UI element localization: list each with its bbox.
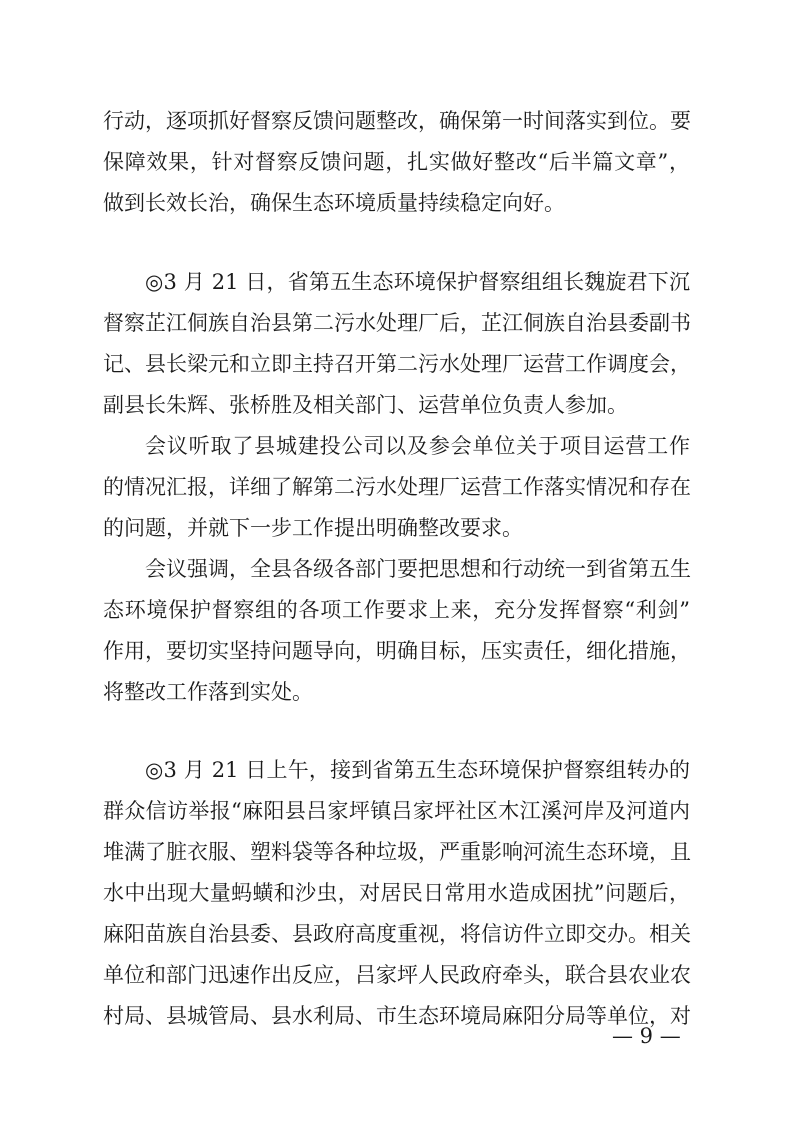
text-line: 会议听取了县城建投公司以及参会单位关于项目运营工作 — [145, 434, 690, 458]
text-line: 做到长效长治，确保生态环境质量持续稳定向好。 — [103, 191, 565, 215]
text-line: 水中出现大量蚂蟥和沙虫，对居民日常用水造成困扰”问题后， — [103, 881, 690, 905]
text-line: 督察芷江侗族自治县第二污水处理厂后，芷江侗族自治县委副书 — [103, 311, 691, 335]
text-line: 会议强调，全县各级各部门要把思想和行动统一到省第五生 — [145, 557, 691, 581]
text-line: 单位和部门迅速作出反应，吕家坪人民政府牵头，联合县农业农 — [103, 963, 691, 987]
text-line: 麻阳苗族自治县委、县政府高度重视，将信访件立即交办。相关 — [103, 922, 691, 946]
text-line: 的情况汇报，详细了解第二污水处理厂运营工作落实情况和存在 — [103, 475, 691, 499]
text-line: ◎3 月 21 日，省第五生态环境保护督察组组长魏旋君下沉 — [145, 270, 690, 294]
text-line: ◎3 月 21 日上午，接到省第五生态环境保护督察组转办的 — [145, 758, 690, 782]
text-line: 作用，要切实坚持问题导向，明确目标，压实责任，细化措施， — [103, 639, 691, 663]
text-line: 的问题，并就下一步工作提出明确整改要求。 — [103, 516, 523, 540]
text-line: 保障效果，针对督察反馈问题，扎实做好整改“后半篇文章”， — [103, 150, 690, 174]
text-line: 村局、县城管局、县水利局、市生态环境局麻阳分局等单位，对 — [103, 1004, 691, 1028]
text-line: 副县长朱辉、张桥胜及相关部门、运营单位负责人参加。 — [103, 393, 628, 417]
text-line: 堆满了脏衣服、塑料袋等各种垃圾，严重影响河流生态环境，且 — [103, 840, 691, 864]
text-line: 态环境保护督察组的各项工作要求上来，充分发挥督察“利剑” — [103, 598, 690, 622]
text-line: 群众信访举报“麻阳县吕家坪镇吕家坪社区木江溪河岸及河道内 — [103, 799, 690, 823]
page-number: — 9 — — [612, 1024, 681, 1048]
text-line: 行动，逐项抓好督察反馈问题整改，确保第一时间落实到位。要 — [103, 109, 691, 133]
text-line: 记、县长梁元和立即主持召开第二污水处理厂运营工作调度会， — [103, 352, 691, 376]
text-line: 将整改工作落到实处。 — [103, 680, 313, 704]
